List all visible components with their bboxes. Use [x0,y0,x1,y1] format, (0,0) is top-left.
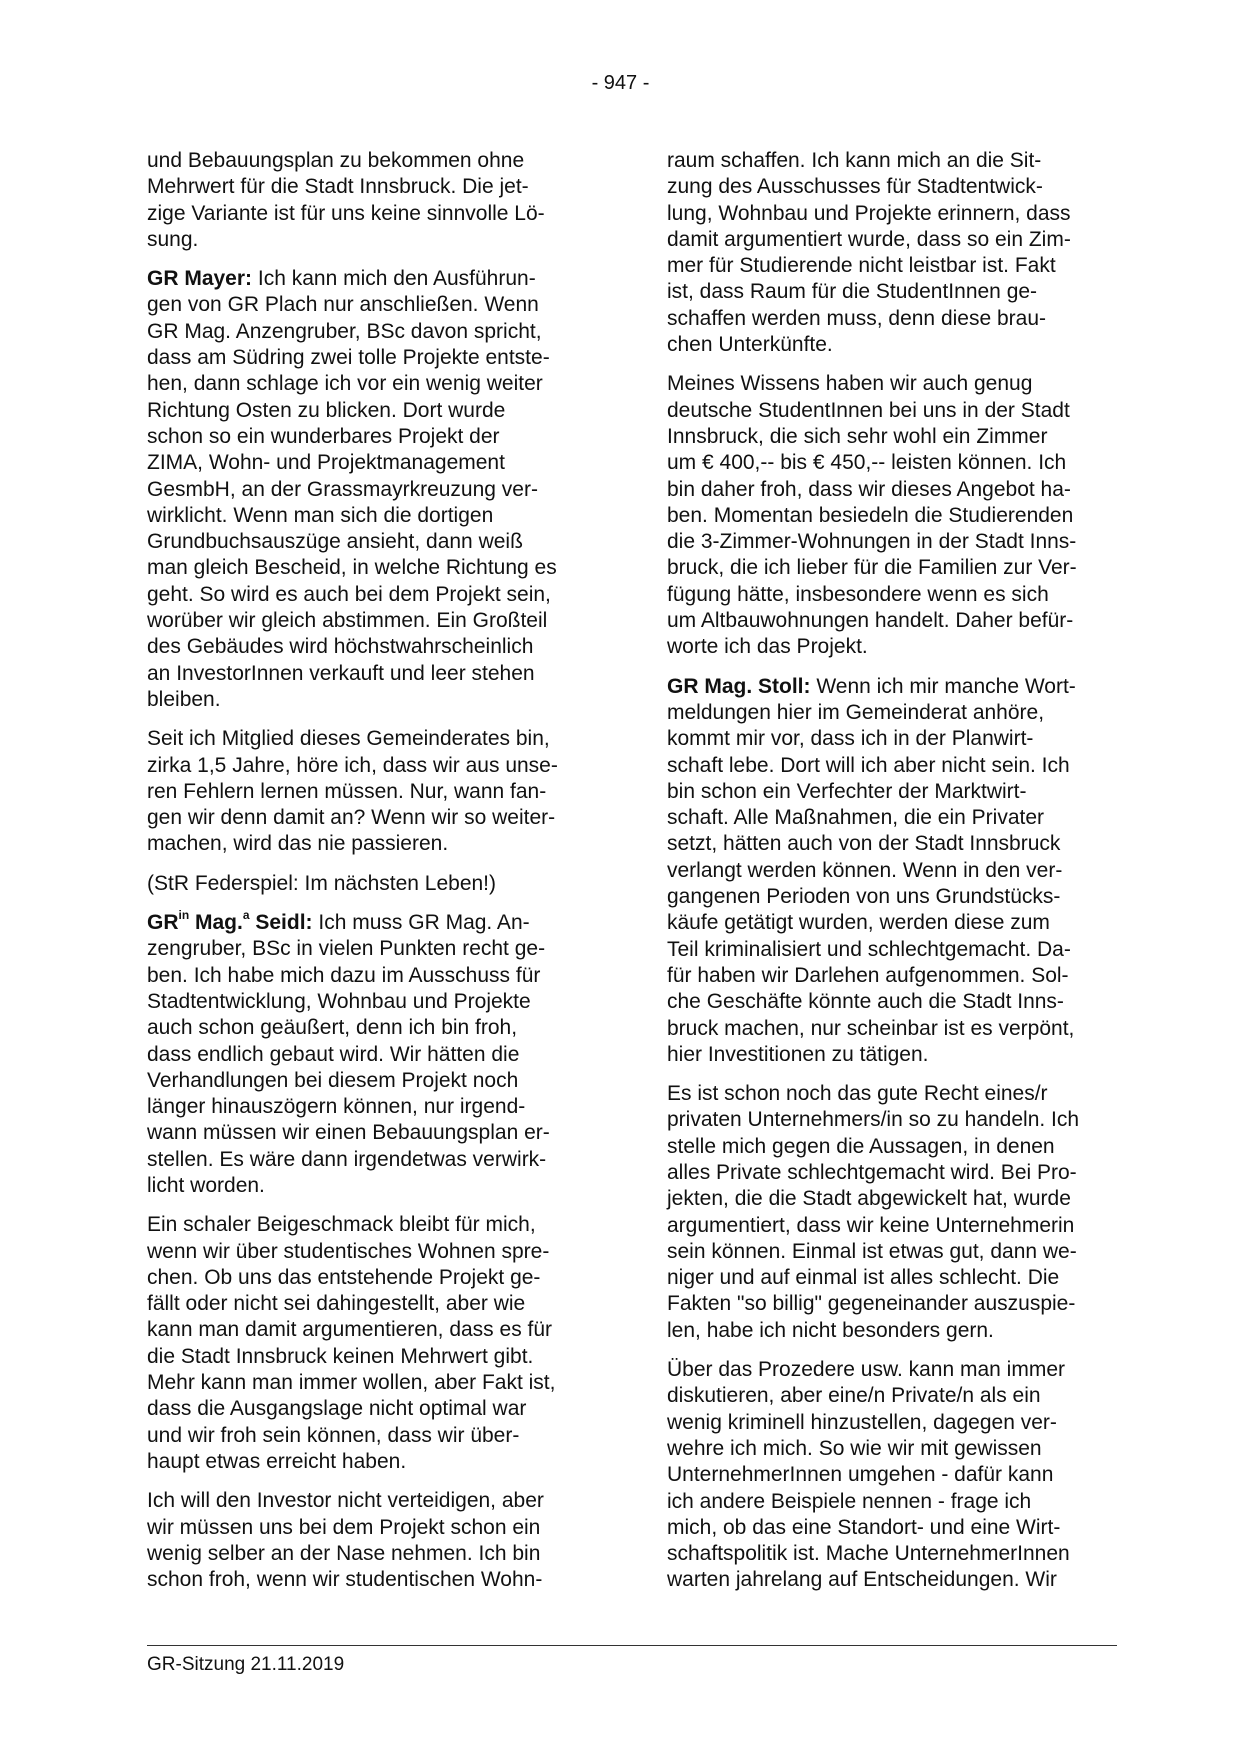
paragraph [667,674,1122,1068]
paragraph [147,910,602,1199]
footer-session-date: GR-Sitzung 21.11.2019 [147,1654,345,1675]
footer-divider [147,1645,1117,1646]
paragraph-text: Seit ich Mitglied dieses Gemeinderates bin, zirka 1,5 Jahre, höre ich, dass wir aus unse- ren Fehlern lernen müssen. Nur, wann fan- gen wir denn damit an? Wenn wir so weiter- machen, wird das nie passieren. [147,727,558,856]
paragraph-text: raum schaffen. Ich kann mich an die Sit- zung des Ausschusses für Stadtentwick- lung, Wohnbau und Projekte erinnern, dass damit argumentiert wurde, dass so ein Zim- mer für Studierende nicht leistbar ist. Fakt ist, dass Raum für die StudentInnen ge- schaffen werden muss, denn diese brau- chen Unterkünfte. [667,149,1071,357]
paragraph [667,371,1122,660]
paragraph [667,1081,1122,1344]
paragraph-text: Ich muss GR Mag. An- zengruber, BSc in vielen Punkten recht ge- ben. Ich habe mich dazu im Ausschuss für Stadtentwicklung, Wohnbau und Projekte auch schon geäußert, denn ich bin froh, dass endlich gebaut wird. Wir hätten die Verhandlungen bei diesem Projekt noch länger hinauszögern können, nur irgend- wann müssen wir einen Bebauungsplan er- stellen. Es wäre dann irgendetwas verwirk- licht worden. [147,911,550,1197]
paragraph-text: Es ist schon noch das gute Recht eines/r privaten Unternehmers/in so zu handeln. Ich stelle mich gegen die Aussagen, in denen alles Private schlechtgemacht wird. Bei Pro- jekten, die die Stadt abgewickelt hat, wurde argumentiert, dass wir keine Unternehmerin sein können. Einmal ist etwas gut, dann we- niger und auf einmal ist alles schlecht. Die Fakten "so billig" gegeneinander auszuspie- len, habe ich nicht besonders gern. [667,1082,1080,1342]
paragraph [147,1488,602,1593]
speaker-title: GR [147,911,179,935]
left-column [147,148,602,1606]
paragraph-text: Wenn ich mir manche Wort- meldungen hier im Gemeinderat anhöre, kommt mir vor, dass ich in der Planwirt- schaft lebe. Dort will ich aber nicht sein. Ich bin schon ein Verfechter der Marktwirt- schaft. Alle Maßnahmen, die ein Privater setzt, hätten auch von der Stadt Innsbruck verlangt werden können. Wenn in den ver- gangenen Perioden von uns Grundstücks- käufe getätigt wurden, werden diese zum Teil kriminalisiert und schlechtgemacht. Da- für haben wir Darlehen aufgenommen. Sol- che Geschäfte könnte auch die Stadt Inns- bruck machen, nur scheinbar ist es verpönt, hier Investitionen zu tätigen. [667,674,1076,1066]
right-column [667,148,1122,1607]
paragraph-text: Über das Prozedere usw. kann man immer diskutieren, aber eine/n Private/n als ein wenig kriminell hinzustellen, dagegen ver- wehre ich mich. So wie wir mit gewissen UnternehmerInnen umgehen - dafür kann ich andere Beispiele nennen - frage ich mich, ob das eine Standort- und eine Wirt- schaftspolitik ist. Mache UnternehmerInnen warten jahrelang auf Entscheidungen. Wir [667,1358,1070,1592]
paragraph-text: und Bebauungsplan zu bekommen ohne Mehrwert für die Stadt Innsbruck. Die jet- zige Variante ist für uns keine sinnvolle Lö- sung. [147,149,545,251]
speaker-name: GR Mag. Stoll: [667,674,811,698]
interjection [147,871,602,897]
speaker-degree-suffix: a [242,908,250,923]
paragraph [667,1357,1122,1594]
paragraph [147,148,602,253]
paragraph-text: Meines Wissens haben wir auch genug deutsche StudentInnen bei uns in der Stadt Innsbruck, die sich sehr wohl ein Zimmer um € 400,-- bis € 450,-- leisten können. Ich bin daher froh, dass wir dieses Angebot ha- ben. Momentan besiedeln die Studierenden die 3-Zimmer-Wohnungen in der Stadt Inns- bruck, die ich lieber für die Familien zur Ver- fügung hätte, insbesondere wenn es sich um Altbauwohnungen handelt. Daher befür- worte ich das Projekt. [667,372,1077,659]
paragraph-text: Ein schaler Beigeschmack bleibt für mich, wenn wir über studentisches Wohnen spre- chen. Ob uns das entstehende Projekt ge- fällt oder nicht sei dahingestellt, aber wie kann man damit argumentieren, dass es für die Stadt Innsbruck keinen Mehrwert gibt. Mehr kann man immer wollen, aber Fakt ist, dass die Ausgangslage nicht optimal war und wir froh sein können, dass wir über- haupt etwas erreicht haben. [147,1213,556,1473]
page-number: - 947 - [591,72,650,94]
speaker-title-suffix: in [178,908,190,923]
paragraph [667,148,1122,358]
paragraph-text: (StR Federspiel: Im nächsten Leben!) [147,871,497,895]
speaker-surname: Seidl: [249,911,313,935]
paragraph-text: Ich kann mich den Ausführun- gen von GR Plach nur anschließen. Wenn GR Mag. Anzengruber, BSc davon spricht, dass am Südring zwei tolle Projekte entste- hen, dann schlage ich vor ein wenig weiter Richtung Osten zu blicken. Dort wurde schon so ein wunderbares Projekt der ZIMA, Wohn- und Projektmanagement GesmbH, an der Grassmayrkreuzung ver- wirklicht. Wenn man sich die dortigen Grundbuchsauszüge ansieht, dann weiß man gleich Bescheid, in welche Richtung es geht. So wird es auch bei dem Projekt sein, worüber wir gleich abstimmen. Ein Großteil des Gebäudes wird höchstwahrscheinlich an InvestorInnen verkauft und leer stehen bleiben. [147,267,557,711]
speaker-degree: Mag. [189,911,243,935]
paragraph [147,726,602,857]
paragraph-text: Ich will den Investor nicht verteidigen, aber wir müssen uns bei dem Projekt schon ein wenig selber an der Nase nehmen. Ich bin schon froh, wenn wir studentischen Wohn- [147,1489,544,1592]
paragraph [147,266,602,713]
paragraph [147,1212,602,1475]
speaker-name: GR Mayer: [147,267,253,291]
speaker-name [147,908,313,935]
